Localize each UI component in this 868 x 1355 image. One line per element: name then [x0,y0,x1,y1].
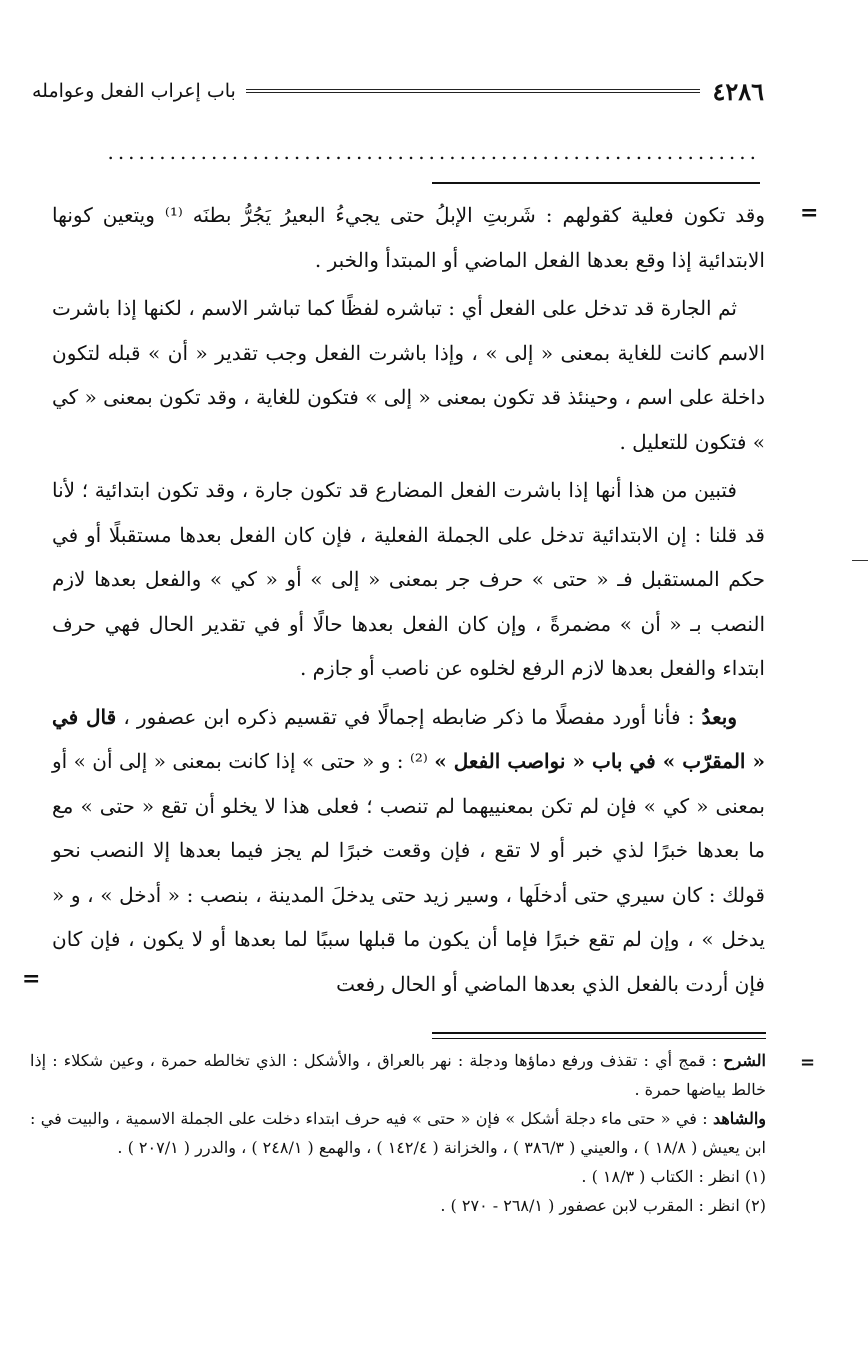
running-header [32,76,764,106]
footnote-rule [432,1032,766,1034]
header-rule [246,89,701,93]
footnotes [30,1046,766,1220]
continuation-mark-end: = [22,966,41,992]
paragraph-4-part-b: ⁽²⁾ : و « حتى » إذا كانت بمعنى « إلى أن » أو بمعنى « كي » فإن لم تكن بمعنييهما لم تنصب ؛ فعلى هذا لا يخلو أن تقع « حتى » مع ما بعدها خبرًا لذي خبر أو لا تقع ، فإن وقعت خبرًا لم يجز فيما بعدها إلا النصب نحو قولك : كان سيري حتى أدخلَها ، وسير زيد حتى يدخلَ المدينة ، بنصب : « أدخل » ، و « يدخل » ، وإن لم تقع خبرًا فإما أن يكون ما قبلها سببًا لما بعدها أو لا يكون ، فإن كان فإن أردت بالفعل الذي بعدها الماضي أو الحال رفعت [52,749,765,996]
footnote-shahid [30,1104,766,1162]
separator-dots: ............................................................... [107,140,760,160]
continuation-mark-start: = [800,200,819,226]
main-text [52,193,765,1006]
paragraph-4 [52,695,765,1007]
shahid-label: والشاهد [712,1109,766,1128]
shahid-text: : في « حتى ماء دجلة أشكل » فإن « حتى » فيه حرف ابتداء دخلت على الجملة الاسمية ، والبيت في : ابن يعيش ( ١٨/٨ ) ، والعيني ( ٣٨٦/٣ ) ، والخزانة ( ١٤٢/٤ ) ، والهمع ( ٢٤٨/١ ) ، والدرر ( ٢٠٧/١ ) . [30,1109,766,1157]
paragraph-3: فتبين من هذا أنها إذا باشرت الفعل المضارع قد تكون جارة ، وقد تكون ابتدائية ؛ لأنا قد قلنا : إن الابتدائية تدخل على الجملة الفعلية ، فإن كان الفعل بعدها مستقبلًا أو في حكم المستقبل فـ « حتى » حرف جر بمعنى « إلى » أو « كي » والفعل بعدها لازم النصب بـ « أن » مضمرةً ، وإن كان الفعل بعدها حالًا أو في تقدير الحال فهي حرف ابتداء والفعل بعدها لازم الرفع لخلوه عن ناصب أو جازم . [52,478,765,680]
sharh-label: الشرح [723,1051,766,1070]
footnote-sharh [30,1046,766,1104]
paragraph-4-part-a: : فأنا أورد مفصلًا ما ذكر ضابطه إجمالًا في تقسيم ذكره ابن عصفور ، [116,704,702,729]
paragraph-4-bold: قال في « المقرّب » في باب « نواصب الفعل » [52,704,765,773]
top-rule [432,182,760,184]
footnote-continuation-mark: = [800,1052,816,1073]
paragraph-4-lead: وبعدُ [701,704,737,729]
sharh-text: : قمج أي : تقذف ورفع دماؤها ودجلة : نهر بالعراق ، والأشكل : الذي تخالطه حمرة ، وعين شكلاء : إذا خالط بياضها حمرة . [30,1051,766,1099]
margin-mark [852,560,868,561]
page-number: ٤٢٨٦ [712,76,764,106]
footnote-1: (١) انظر : الكتاب ( ١٨/٣ ) . [581,1167,766,1186]
footnote-rule-thin [432,1038,766,1039]
chapter-title: باب إعراب الفعل وعوامله [32,80,236,102]
paragraph-1: وقد تكون فعلية كقولهم : شَربتِ الإبلُ حتى يجيءُ البعيرُ يَجُرُّ بطنَه ⁽¹⁾ ويتعين كونها الابتدائية إذا وقع بعدها الفعل الماضي أو المبتدأ والخبر . [52,203,765,272]
paragraph-2: ثم الجارة قد تدخل على الفعل أي : تباشره لفظًا كما تباشر الاسم ، لكنها إذا باشرت الاسم كانت للغاية بمعنى « إلى » ، وإذا باشرت الفعل وجب تقدير « أن » قبله لتكون داخلة على اسم ، وحينئذ قد تكون بمعنى « إلى » فتكون للغاية ، وقد تكون بمعنى « كي » فتكون للتعليل . [52,296,765,454]
footnote-2: (٢) انظر : المقرب لابن عصفور ( ٢٦٨/١ - ٢٧٠ ) . [440,1196,766,1215]
